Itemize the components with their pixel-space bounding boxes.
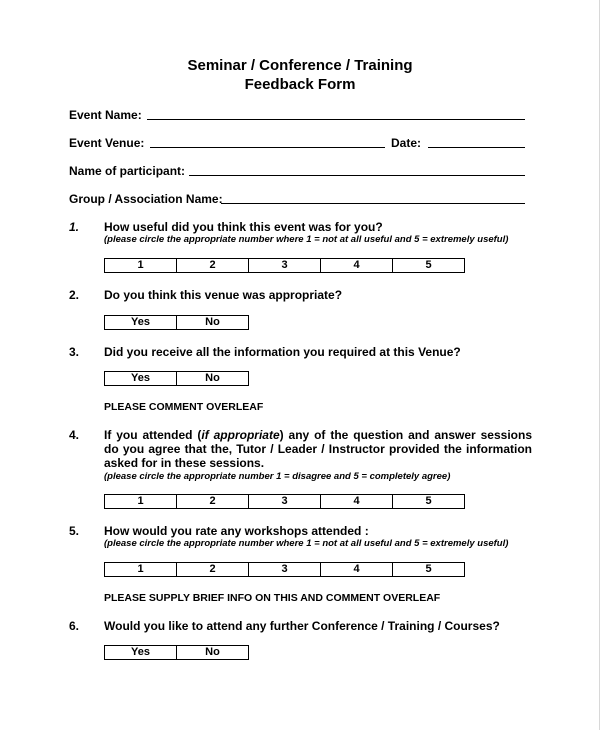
question-text: Would you like to attend any further Conference / Training / Courses? xyxy=(104,619,500,633)
question-number: 2. xyxy=(69,288,80,302)
date-field[interactable] xyxy=(428,147,525,148)
yes-no-choice xyxy=(104,315,249,330)
form-title: Seminar / Conference / Training xyxy=(187,57,413,74)
yes-option[interactable]: Yes xyxy=(105,646,177,660)
no-option[interactable]: No xyxy=(177,316,249,330)
question-text-part: ) any of the question and answer sessions do you agree that the, Tutor / Leader / Instructor provided the information asked for in these sessions. xyxy=(104,428,532,470)
question-text-part: If you attended ( xyxy=(104,428,202,442)
event-name-label: Event Name: xyxy=(69,108,142,122)
rating-scale xyxy=(104,258,465,273)
question-note: (please circle the appropriate number 1 = disagree and 5 = completely agree) xyxy=(104,471,451,482)
participant-label: Name of participant: xyxy=(69,164,186,178)
date-label: Date: xyxy=(391,136,422,150)
question-number: 1. xyxy=(69,220,80,234)
event-name-field[interactable] xyxy=(147,119,525,120)
rating-option-4[interactable]: 4 xyxy=(321,563,393,577)
question-text: Do you think this venue was appropriate? xyxy=(104,288,343,302)
rating-option-5[interactable]: 5 xyxy=(393,563,465,577)
question-text: How would you rate any workshops attended : xyxy=(104,524,369,538)
question-text-emphasis: if appropriate xyxy=(201,428,280,442)
group-field[interactable] xyxy=(221,203,525,204)
rating-option-3[interactable]: 3 xyxy=(249,563,321,577)
question-number: 3. xyxy=(69,345,80,359)
question-number: 5. xyxy=(69,524,80,538)
rating-option-5[interactable]: 5 xyxy=(393,259,465,273)
yes-option[interactable]: Yes xyxy=(105,372,177,386)
rating-option-1[interactable]: 1 xyxy=(105,563,177,577)
rating-option-5[interactable]: 5 xyxy=(393,495,465,509)
question-text: How useful did you think this event was for you? xyxy=(104,220,383,234)
rating-option-4[interactable]: 4 xyxy=(321,259,393,273)
rating-option-2[interactable]: 2 xyxy=(177,563,249,577)
form-subtitle: Feedback Form xyxy=(244,76,356,93)
group-label: Group / Association Name: xyxy=(69,192,223,206)
question-note: (please circle the appropriate number where 1 = not at all useful and 5 = extremely useful) xyxy=(104,538,509,549)
question-number: 6. xyxy=(69,619,80,633)
rating-option-4[interactable]: 4 xyxy=(321,495,393,509)
rating-scale xyxy=(104,494,465,509)
question-text: Did you receive all the information you required at this Venue? xyxy=(104,345,461,359)
supply-info-note: PLEASE SUPPLY BRIEF INFO ON THIS AND COMMENT OVERLEAF xyxy=(104,592,441,604)
question-note: (please circle the appropriate number where 1 = not at all useful and 5 = extremely useful) xyxy=(104,234,509,245)
yes-no-choice xyxy=(104,371,249,386)
participant-field[interactable] xyxy=(189,175,525,176)
rating-option-2[interactable]: 2 xyxy=(177,495,249,509)
comment-overleaf-note: PLEASE COMMENT OVERLEAF xyxy=(104,401,264,413)
question-number: 4. xyxy=(69,428,80,442)
yes-option[interactable]: Yes xyxy=(105,316,177,330)
event-venue-label: Event Venue: xyxy=(69,136,145,150)
yes-no-choice xyxy=(104,645,249,660)
rating-option-3[interactable]: 3 xyxy=(249,259,321,273)
rating-option-1[interactable]: 1 xyxy=(105,495,177,509)
question-text xyxy=(104,428,532,470)
no-option[interactable]: No xyxy=(177,646,249,660)
no-option[interactable]: No xyxy=(177,372,249,386)
rating-option-2[interactable]: 2 xyxy=(177,259,249,273)
rating-option-1[interactable]: 1 xyxy=(105,259,177,273)
event-venue-field[interactable] xyxy=(150,147,385,148)
rating-option-3[interactable]: 3 xyxy=(249,495,321,509)
rating-scale xyxy=(104,562,465,577)
